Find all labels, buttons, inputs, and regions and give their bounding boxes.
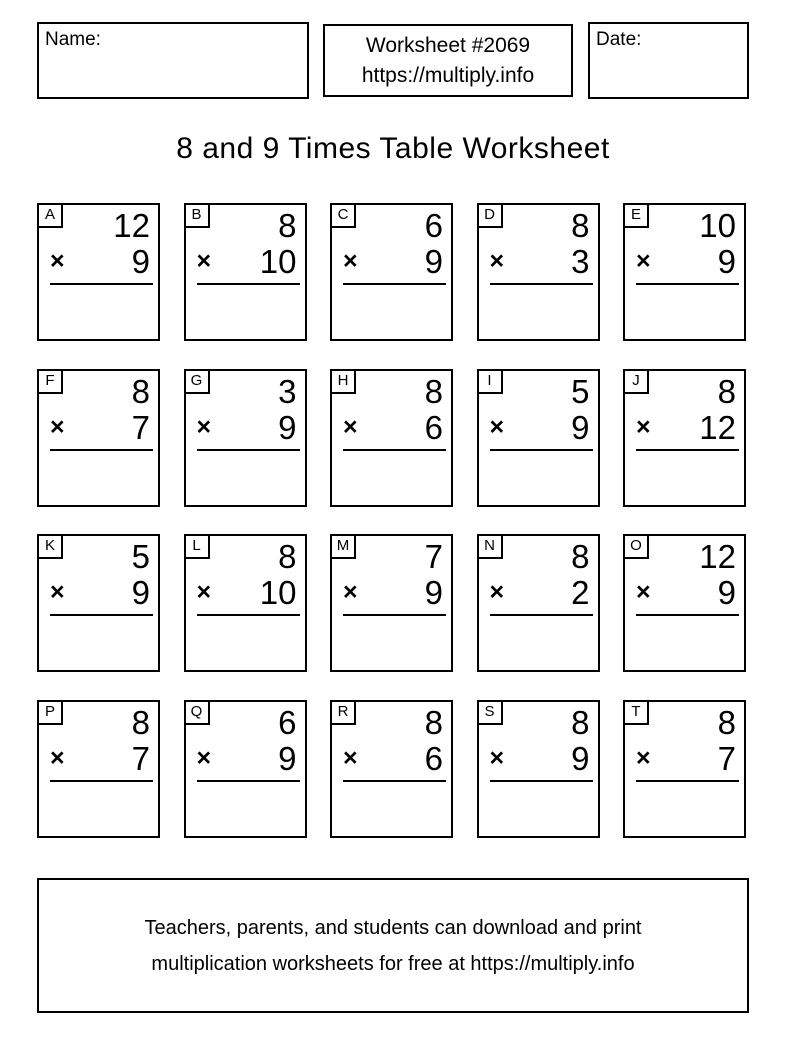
top-factor: 6 (424, 207, 443, 244)
multiplication-sign: × (196, 743, 212, 772)
answer-space (186, 451, 305, 505)
bottom-factor: 12 (699, 408, 736, 446)
name-box (37, 22, 309, 99)
answer-space (479, 782, 598, 836)
answer-space (39, 451, 158, 505)
bottom-factor: 9 (424, 243, 443, 280)
top-factor: 8 (571, 207, 590, 244)
worksheet-info-box (323, 24, 573, 97)
multiplication-sign: × (636, 412, 651, 441)
problem-label: B (186, 205, 210, 228)
multiplication-sign: × (50, 247, 65, 275)
top-factor: 7 (424, 538, 443, 575)
top-factor: 8 (278, 538, 297, 575)
multiplication-sign: × (343, 412, 358, 441)
problem-cell (477, 369, 600, 507)
problem-label: D (479, 205, 503, 228)
date-box (588, 22, 749, 99)
worksheet-url: https://multiply.info (361, 63, 535, 87)
top-factor: 10 (699, 207, 736, 244)
page-title: 8 and 9 Times Table Worksheet (176, 132, 610, 165)
multiplication-sign: × (636, 743, 651, 772)
problem-label: G (186, 371, 210, 394)
problem-label: Q (186, 702, 210, 725)
problem-cell (184, 203, 307, 341)
multiplication-sign: × (50, 743, 65, 772)
name-label: Name: (45, 29, 101, 50)
problem-label: L (186, 536, 210, 559)
problem-label: P (39, 702, 63, 725)
top-factor: 8 (424, 703, 443, 741)
bottom-factor: 9 (278, 739, 297, 777)
problem-cell (330, 203, 453, 341)
multiplication-sign: × (636, 578, 651, 606)
bottom-factor: 6 (424, 408, 443, 446)
answer-space (186, 285, 305, 339)
answer-space (186, 616, 305, 670)
top-factor: 8 (131, 703, 150, 741)
problem-label: C (332, 205, 356, 228)
footer-line-2: multiplication worksheets for free at https://multiply.info (151, 952, 635, 975)
problem-label: I (479, 371, 503, 394)
answer-space (625, 451, 744, 505)
problem-cell (330, 534, 453, 672)
footer-line-1: Teachers, parents, and students can download and print (144, 916, 642, 939)
bottom-factor: 9 (131, 574, 150, 611)
top-factor: 3 (278, 372, 297, 410)
problem-label: N (479, 536, 503, 559)
answer-space (332, 451, 451, 505)
bottom-factor: 9 (424, 574, 443, 611)
top-factor: 8 (131, 372, 150, 410)
multiplication-sign: × (50, 412, 65, 441)
bottom-factor: 6 (424, 739, 443, 777)
bottom-factor: 9 (278, 408, 297, 446)
multiplication-sign: × (489, 412, 505, 441)
problem-cell (477, 203, 600, 341)
top-factor: 8 (278, 207, 297, 244)
multiplication-sign: × (196, 412, 212, 441)
problem-label: J (625, 371, 649, 394)
footer-box (37, 878, 749, 1013)
bottom-factor: 3 (571, 243, 590, 280)
top-factor: 5 (131, 538, 150, 575)
multiplication-sign: × (343, 247, 358, 275)
top-factor: 6 (278, 703, 297, 741)
bottom-factor: 7 (131, 408, 150, 446)
problem-cell (184, 369, 307, 507)
top-factor: 8 (717, 703, 736, 741)
bottom-factor: 9 (571, 739, 590, 777)
problem-cell (623, 203, 746, 341)
problem-label: T (625, 702, 649, 725)
problem-cell (477, 700, 600, 838)
top-factor: 8 (717, 372, 736, 410)
problem-label: S (479, 702, 503, 725)
problem-label: A (39, 205, 63, 228)
problem-label: O (625, 536, 649, 559)
top-factor: 5 (571, 372, 590, 410)
problem-cell (477, 534, 600, 672)
bottom-factor: 9 (717, 243, 736, 280)
multiplication-sign: × (636, 247, 651, 275)
answer-space (479, 451, 598, 505)
answer-space (186, 782, 305, 836)
answer-space (625, 285, 744, 339)
answer-space (39, 285, 158, 339)
multiplication-sign: × (50, 578, 65, 606)
bottom-factor: 9 (131, 243, 150, 280)
answer-space (332, 285, 451, 339)
multiplication-sign: × (489, 578, 505, 606)
problem-cell (623, 700, 746, 838)
top-factor: 12 (699, 538, 736, 575)
bottom-factor: 2 (571, 574, 590, 611)
answer-space (479, 616, 598, 670)
answer-space (332, 616, 451, 670)
answer-space (625, 616, 744, 670)
multiplication-sign: × (343, 578, 358, 606)
problem-cell (330, 700, 453, 838)
multiplication-sign: × (489, 743, 505, 772)
problem-cell (184, 700, 307, 838)
problem-cell (184, 534, 307, 672)
problem-cell (37, 203, 160, 341)
problems-grid (37, 203, 746, 838)
answer-space (39, 616, 158, 670)
worksheet-number: Worksheet #2069 (365, 33, 531, 57)
problem-cell (37, 534, 160, 672)
problem-label: E (625, 205, 649, 228)
bottom-factor: 10 (259, 243, 297, 280)
answer-space (332, 782, 451, 836)
answer-space (39, 782, 158, 836)
date-label: Date: (596, 29, 642, 50)
bottom-factor: 9 (571, 408, 590, 446)
answer-space (625, 782, 744, 836)
problem-label: H (332, 371, 356, 394)
problem-label: R (332, 702, 356, 725)
problem-cell (37, 700, 160, 838)
problem-cell (330, 369, 453, 507)
top-factor: 8 (571, 703, 590, 741)
multiplication-sign: × (489, 247, 505, 275)
problem-cell (623, 369, 746, 507)
problem-cell (623, 534, 746, 672)
multiplication-sign: × (196, 578, 212, 606)
problem-cell (37, 369, 160, 507)
bottom-factor: 9 (717, 574, 736, 611)
problem-label: K (39, 536, 63, 559)
multiplication-sign: × (196, 247, 212, 275)
problem-label: M (332, 536, 356, 559)
bottom-factor: 7 (717, 739, 736, 777)
answer-space (479, 285, 598, 339)
top-factor: 12 (113, 207, 150, 244)
top-factor: 8 (424, 372, 443, 410)
problem-label: F (39, 371, 63, 394)
bottom-factor: 7 (131, 739, 150, 777)
bottom-factor: 10 (259, 574, 297, 611)
top-factor: 8 (571, 538, 590, 575)
multiplication-sign: × (343, 743, 358, 772)
